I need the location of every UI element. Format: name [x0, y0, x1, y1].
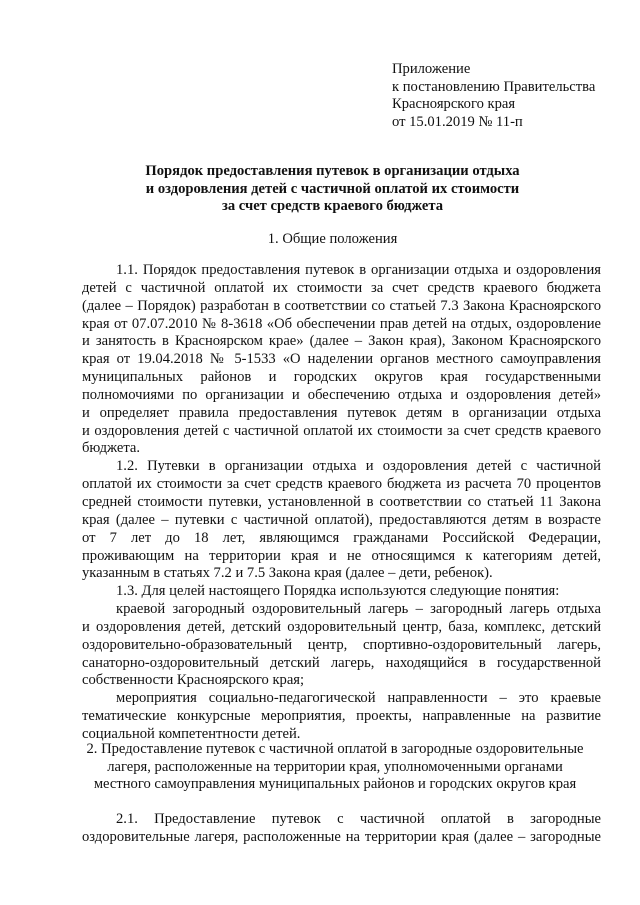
- paragraph-1-2: [82, 458, 601, 583]
- paragraph-line: тематические конкурсные мероприятия, проекты, направленные на развитие: [82, 708, 601, 725]
- paragraph-line: (далее – Порядок) разработан в соответствии со статьей 7.3 Закона Красноярского: [82, 297, 601, 314]
- paragraph-line: оплатой их стоимости за счет средств краевого бюджета из расчета 70 процентов: [82, 476, 601, 493]
- section-1-body: [82, 262, 601, 744]
- paragraph-line: и определяет правила предоставления путевок детям в организации отдыха: [82, 404, 601, 421]
- appendix-line: от 15.01.2019 № 11-п: [392, 113, 523, 130]
- paragraph-line: 1.1. Порядок предоставления путевок в организации отдыха и оздоровления: [116, 262, 601, 278]
- paragraph-line: муниципальных районов и городских округов края государственными: [82, 369, 601, 386]
- paragraph-2-1: [82, 811, 601, 847]
- appendix-line: Красноярского края: [392, 96, 516, 113]
- paragraph-line: от 7 лет до 18 лет, являющимся гражданами Российской Федерации,: [82, 529, 601, 546]
- paragraph-line: 1.2. Путевки в организации отдыха и оздоровления детей с частичной: [116, 458, 601, 475]
- section-2-heading: [70, 741, 600, 794]
- section-2-heading-line: лагеря, расположенные на территории края, уполномоченными органами: [107, 758, 563, 775]
- title-line: и оздоровления детей с частичной оплатой их стоимости: [145, 180, 520, 197]
- document-title: [60, 163, 605, 216]
- paragraph-line: мероприятия социально-педагогической направленности – это краевые: [116, 690, 601, 707]
- section-2-heading-line: местного самоуправления муниципальных районов и городских округов края: [93, 776, 577, 793]
- paragraph-line: и оздоровления детей, детский оздоровительный центр, база, комплекс, детский: [82, 618, 601, 635]
- paragraph-line: социальной компетентности детей.: [82, 725, 301, 742]
- section-2-body: [82, 811, 601, 847]
- appendix-line: Приложение: [392, 61, 471, 77]
- paragraph-1-1: [82, 262, 601, 458]
- paragraph-line: санаторно-оздоровительный детский лагерь, находящийся в государственной: [82, 654, 601, 671]
- title-line: Порядок предоставления путевок в организации отдыха: [145, 163, 520, 179]
- paragraph-line: 2.1. Предоставление путевок с частичной оплатой в загородные: [116, 811, 601, 827]
- paragraph-line: и оздоровления детей с частичной оплатой их стоимости за счет средств краевого: [82, 422, 601, 439]
- paragraph-1-3: [82, 583, 601, 601]
- section-2-heading-line: 2. Предоставление путевок с частичной оплатой в загородные оздоровительные: [86, 741, 584, 757]
- section-1-heading: 1. Общие положения: [267, 231, 398, 247]
- paragraph-line: и занятость в Красноярском крае» (далее – Закон края), Законом Красноярского: [82, 333, 601, 350]
- paragraph-line: средней стоимости путевки, установленной в соответствии со статьей 11 Закона: [82, 493, 601, 510]
- paragraph-line: указанным в статьях 7.2 и 7.5 Закона края (далее – дети, ребенок).: [82, 565, 493, 582]
- paragraph-line: бюджета.: [82, 440, 141, 457]
- paragraph-camp-definition: [82, 601, 601, 690]
- paragraph-line: собственности Красноярского края;: [82, 672, 305, 689]
- paragraph-line: полномочиями по организации и обеспечению отдыха и оздоровления детей»: [82, 386, 601, 403]
- paragraph-line: проживающим на территории края и не относящимся к категориям детей,: [82, 547, 601, 564]
- paragraph-line: оздоровительные лагеря, расположенные на территории края (далее – загородные: [82, 828, 601, 845]
- paragraph-line: оздоровительно-образовательный центр, спортивно-оздоровительный лагерь,: [82, 636, 601, 653]
- paragraph-line: краевой загородный оздоровительный лагерь – загородный лагерь отдыха: [116, 601, 601, 618]
- title-line: за счет средств краевого бюджета: [221, 198, 444, 215]
- paragraph-line: 1.3. Для целей настоящего Порядка используются следующие понятия:: [116, 583, 560, 600]
- appendix-block: [392, 61, 595, 131]
- paragraph-line: края от 07.07.2010 № 8-3618 «Об обеспечении прав детей на отдых, оздоровление: [82, 315, 601, 332]
- paragraph-line: края от 19.04.2018 № 5-1533 «О наделении органов местного самоуправления: [82, 351, 601, 368]
- paragraph-events-definition: [82, 690, 601, 744]
- appendix-line: к постановлению Правительства: [392, 78, 596, 95]
- paragraph-line: края (далее – путевки с частичной оплатой), предоставляются детям в возрасте: [82, 511, 601, 528]
- paragraph-line: детей с частичной оплатой их стоимости за счет средств краевого бюджета: [82, 279, 601, 296]
